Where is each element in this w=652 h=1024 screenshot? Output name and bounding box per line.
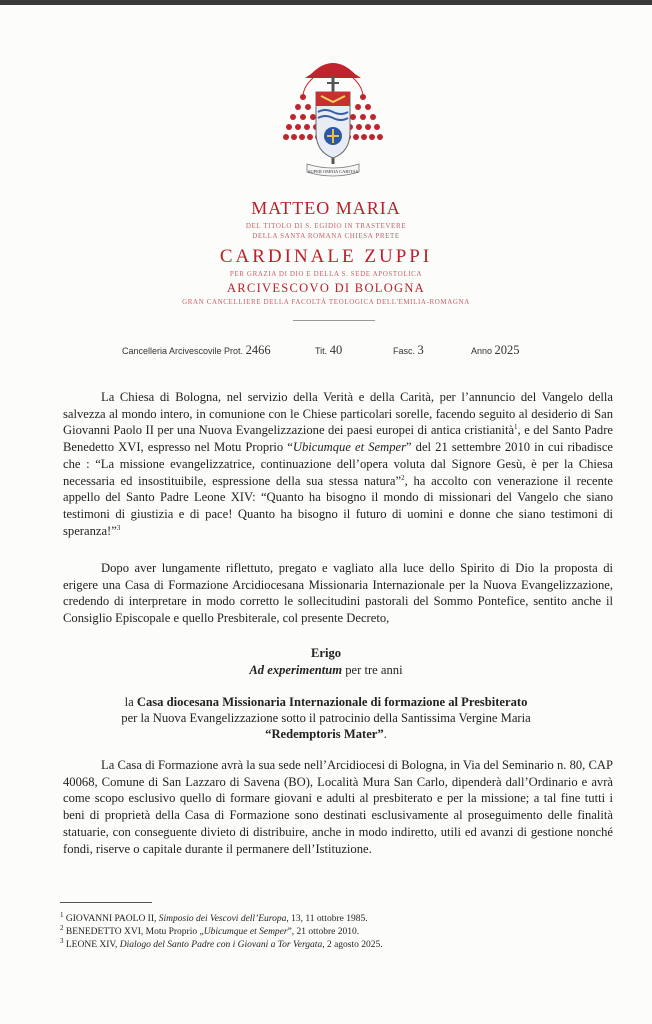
casa-name-line3: “Redemptoris Mater”. [265, 727, 387, 741]
chancellor-title: GRAN CANCELLIERE DELLA FACOLTÀ TEOLOGICA DELL'EMILIA-ROMAGNA [182, 298, 470, 306]
protocol-number: Cancelleria Arcivescovile Prot. 2466 [122, 343, 271, 357]
coat-of-arms-icon [283, 52, 383, 192]
erigo-heading: Erigo [310, 646, 342, 660]
footnote-divider [60, 902, 152, 903]
ad-experimentum-line: Ad experimentum per tre anni [249, 663, 403, 677]
scan-top-edge [0, 0, 652, 5]
title-line2: DELLA SANTA ROMANA CHIESA PRETE [252, 232, 400, 240]
cardinal-name-line1: MATTEO MARIA [251, 198, 401, 218]
paragraph-statute: La Casa di Formazione avrà la sua sede nell’Arcidiocesi di Bologna, in Via del Seminario n. 80, CAP 40068, Comune di San Lazzaro di Savena (BO), Località Mura San Carlo, dipenderà dall’Ordinario e avrà come scopo esclusivo quello di formare giovani e adulti al presbiterato e per la missione; a tal fine tutti i beni di proprietà della Casa di Formazione sono destinati esclusivamente al proseguimento delle finalità statuarie, con conseguente divieto di distribuire, anche in modo indiretto, utili ed avanzi di gestione nonché fondi, riserve o capitale durante il permanere dell’Istituzione. [63, 758, 613, 856]
svg-text:SUPER OMNIA CARITAS: SUPER OMNIA CARITAS [307, 169, 359, 174]
archbishop-title: ARCIVESCOVO DI BOLOGNA [226, 281, 426, 295]
paragraph-preamble: La Chiesa di Bologna, nel servizio della Verità e della Carità, per l’annuncio del Vangelo della salvezza al mondo intero, in comunione con le Chiese particolari sorelle, facendo seguito al desiderio di San Giovanni Paolo II per una Nuova Evangelizzazione dei paesi europei di antica cristianità$^1$, e del Santo Padre Benedetto XVI, espresso nel Motu Proprio “Ubicumque et Semper” del 21 settembre 2010 in cui ribadisce che : “La missione evangelizzatrice, continuazione dell’opera voluta dal Signore Gesù, è per la Chiesa necessaria ed insostituibile, espressione della sua stessa natura”$^2$, ha accolto con venerazione il recente appello del Santo Padre Leone XIV: “Quanto ha bisogno il mondo di missionari del Vangelo che siano testimoni di giustizia e di pace! Quanto ha bisogno il futuro di uomini e donne che siano testimoni di speranza!”$^3$ [63, 390, 614, 538]
casa-name-line1: la Casa diocesana Missionaria Internazionale di formazione al Presbiterato [124, 695, 528, 709]
grace-line: PER GRAZIA DI DIO E DELLA S. SEDE APOSTOLICA [229, 270, 423, 278]
protocol-tit: Tit. 40 [315, 343, 343, 357]
title-line1: DEL TITOLO DI S. EGIDIO IN TRASTEVERE [245, 222, 407, 230]
paragraph-decision: Dopo aver lungamente riflettuto, pregato e vagliato alla luce dello Spirito di Dio la proposta di erigere una Casa di Formazione Arcidiocesana Missionaria Internazionale per la Nuova Evangelizzazione, credendo di interpretare in modo corretto le sollecitudini pastorali del Sommo Pontefice, sentito anche il Consiglio Episcopale e quello Presbiterale, col presente Decreto, [63, 561, 613, 626]
footnote-1: $^1$ GIOVANNI PAOLO II, Simposio dei Vescovi dell’Europa, 13, 11 ottobre 1985. [60, 910, 368, 924]
header-divider [293, 320, 375, 321]
cardinal-name-line2: CARDINALE ZUPPI [219, 246, 433, 267]
casa-name-line2: per la Nuova Evangelizzazione sotto il patrocinio della Santissima Vergine Maria [121, 711, 531, 725]
footnote-2: $^2$ BENEDETTO XVI, Motu Proprio „Ubicumque et Semper”, 21 ottobre 2010. [60, 923, 360, 937]
footnote-3: $^3$ LEONE XIV, Dialogo del Santo Padre con i Giovani a Tor Vergata, 2 agosto 2025. [60, 936, 383, 950]
protocol-anno: Anno 2025 [471, 343, 520, 357]
protocol-fasc: Fasc. 3 [393, 343, 424, 357]
